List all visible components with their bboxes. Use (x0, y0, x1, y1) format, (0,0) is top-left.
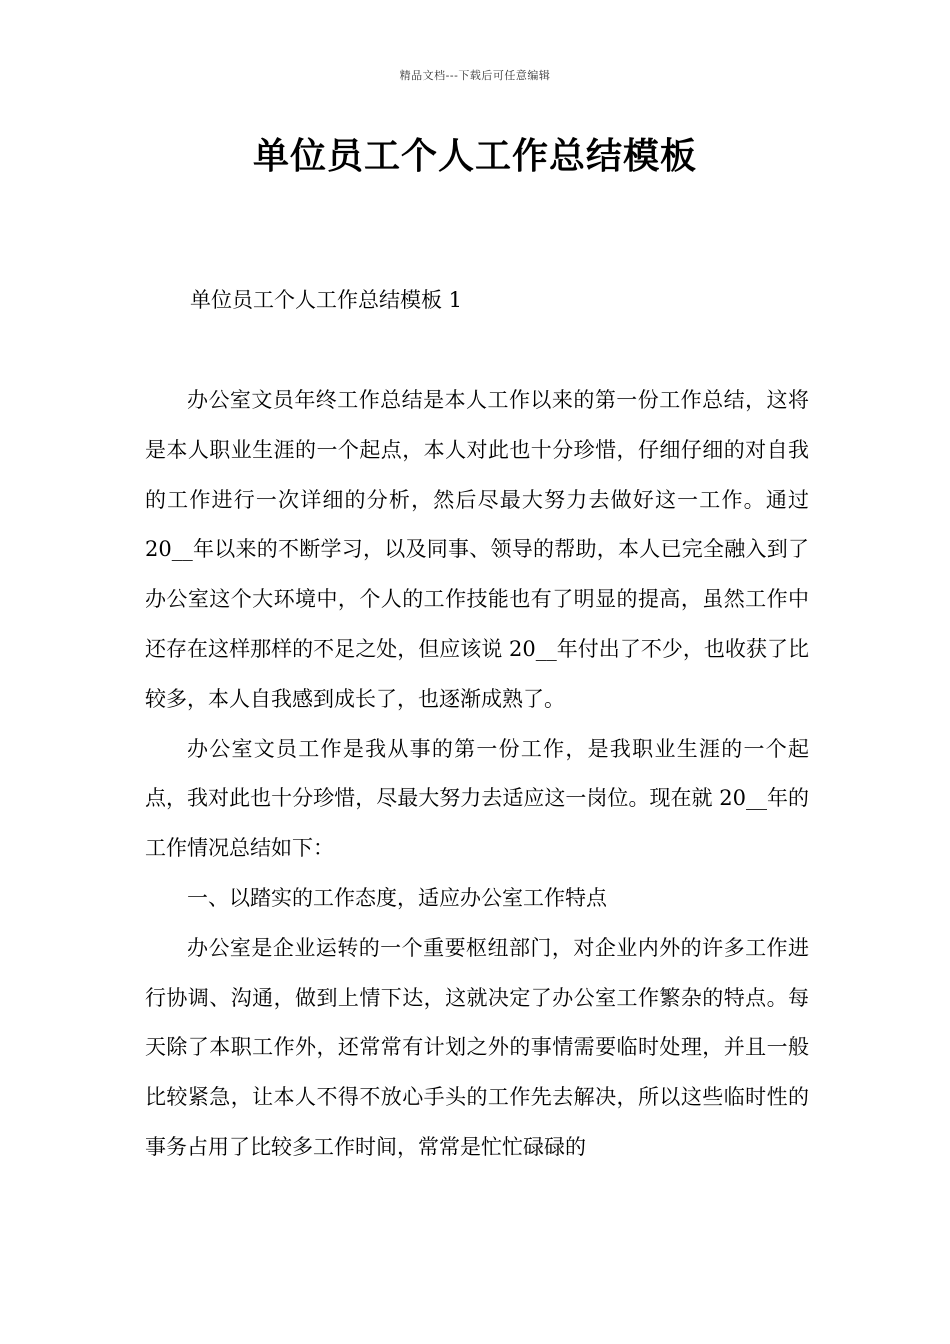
paragraph: 办公室是企业运转的一个重要枢纽部门，对企业内外的许多工作进行协调、沟通，做到上情下达，这就决定了办公室工作繁杂的特点。每天除了本职工作外，还常常有计划之外的事情需要临时处理，并且一般比较紧急，让本人不得不放心手头的工作先去解决，所以这些临时性的事务占用了比较多工作时间，常常是忙忙碌碌的 (145, 935, 809, 1159)
section-heading: 一、以踏实的工作态度，适应办公室工作特点 (187, 885, 607, 910)
paragraph: 办公室文员工作是我从事的第一份工作，是我职业生涯的一个起点，我对此也十分珍惜，尽最大努力去适应这一岗位。现在就 20__年的工作情况总结如下： (145, 736, 809, 861)
section-subheading: 单位员工个人工作总结模板 1 (190, 288, 463, 312)
document-title: 单位员工个人工作总结模板 (252, 136, 697, 177)
paragraph: 办公室文员年终工作总结是本人工作以来的第一份工作总结，这将是本人职业生涯的一个起点，本人对此也十分珍惜，仔细仔细的对自我的工作进行一次详细的分析，然后尽最大努力去做好这一工作。通过 20__年以来的不断学习，以及同事、领导的帮助，本人已完全融入到了办公室这个大环境中，个人的工作技能也有了明显的提高，虽然工作中还存在这样那样的不足之处，但应该说 20__年付出了不少，也收获了比较多，本人自我感到成长了，也逐渐成熟了。 (145, 388, 809, 711)
document-body (145, 376, 809, 1173)
header-note: 精品文档---下载后可任意编辑 (399, 69, 551, 82)
